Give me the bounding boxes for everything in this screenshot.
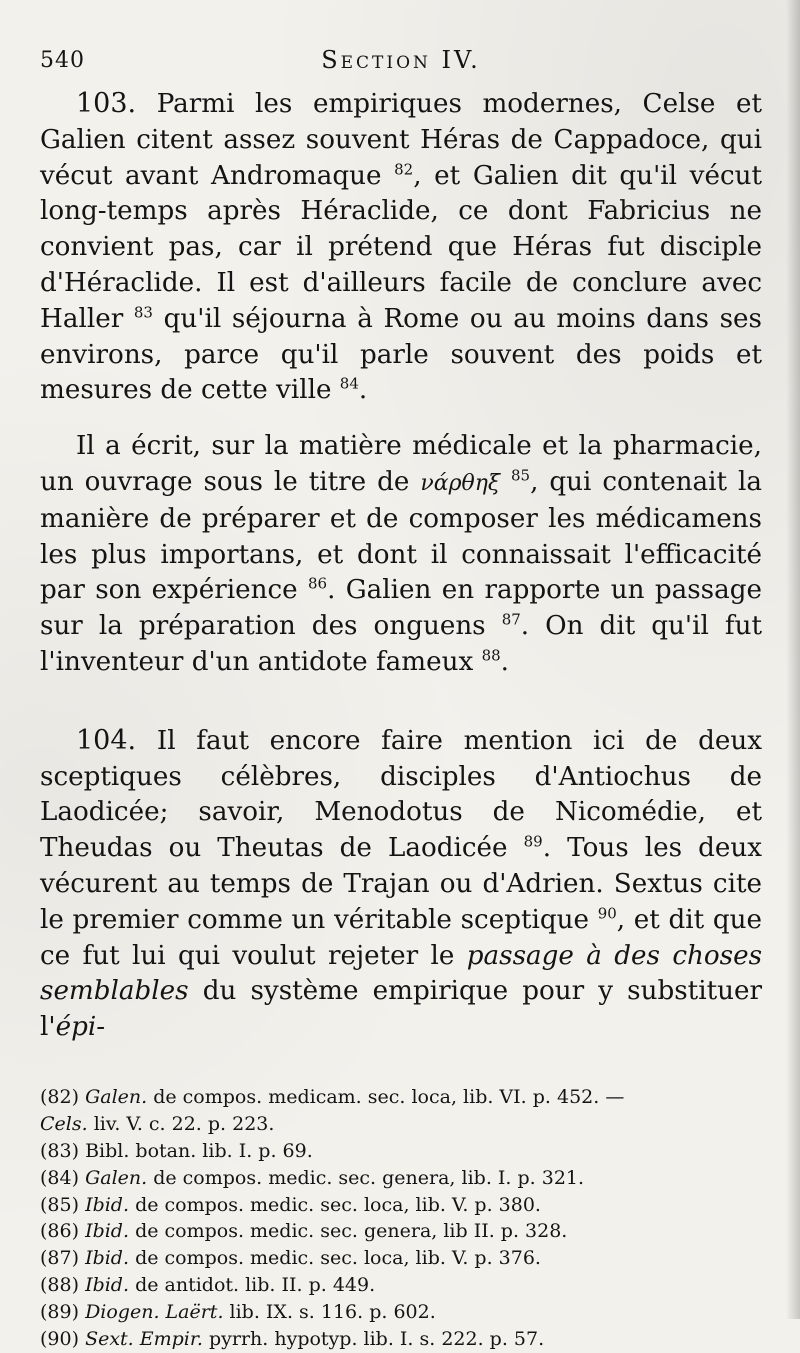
footnote-ref-83[interactable]: 83 <box>133 303 153 322</box>
footnote-key: (84) <box>40 1166 80 1189</box>
footnotes <box>40 1084 762 1353</box>
paragraph-104 <box>40 723 762 1046</box>
paragraph-text: du système empirique pour y substituer l' <box>40 976 762 1043</box>
footnote-ref-90[interactable]: 90 <box>597 904 617 922</box>
paragraph-103 <box>40 86 762 409</box>
running-title: Section IV. <box>321 46 481 74</box>
footnote-line <box>40 1138 762 1165</box>
footnote-key: (87) <box>40 1247 80 1270</box>
footnote-key: (86) <box>40 1220 80 1243</box>
paragraph-text: . On dit qu'il fut l'inventeur d'un antidote fameux <box>40 611 762 677</box>
paragraph-number: 104. <box>76 724 137 756</box>
footnote-text: Bibl. botan. lib. I. p. 69. <box>85 1139 313 1162</box>
paragraph-text: . Galien en rapporte un passage sur la préparation des onguens <box>40 575 762 642</box>
page-edge-shadow <box>786 0 800 1319</box>
paragraph-text: Il faut encore faire mention ici de deux sceptiques célèbres, disciples d'Antiochus de Laodicée; savoir, Menodotus de Nicomédie, et Theudas ou Theutas de Laodicée <box>40 725 763 864</box>
footnote-key: (83) <box>40 1139 80 1162</box>
footnote-ref-86[interactable]: 86 <box>307 574 328 593</box>
footnote-line <box>40 1084 762 1111</box>
footnote-author: Diogen. Laërt. <box>85 1301 224 1324</box>
footnote-ref-82[interactable]: 82 <box>394 159 414 178</box>
footnote-text: liv. V. c. 22. p. 223. <box>93 1112 275 1135</box>
footnote-text: pyrrh. hypotyp. lib. I. s. 222. p. 57. <box>208 1328 545 1351</box>
paragraph-text: , qui contenait la manière de préparer et de composer les médicamens les plus importans, et dont il connaissait l'efficacité par son expérience <box>40 466 762 606</box>
footnote-author: Cels. <box>40 1112 88 1135</box>
footnote-line <box>40 1245 762 1272</box>
footnote-key: (90) <box>40 1328 80 1351</box>
footnote-author: Galen. <box>85 1085 148 1108</box>
paragraph-text: Il a écrit, sur la matière médicale et la pharmacie, un ouvrage sous le titre de <box>40 431 762 497</box>
greek-title: νάρθηξ <box>420 470 501 496</box>
page-header <box>40 40 762 86</box>
footnote-text: lib. IX. s. 116. p. 602. <box>229 1301 436 1324</box>
footnote-line <box>40 1111 762 1138</box>
footnote-key: (88) <box>40 1274 80 1297</box>
footnote-ref-85[interactable]: 85 <box>511 466 531 485</box>
footnote-ref-88[interactable]: 88 <box>481 646 501 665</box>
paragraph-text: , et Galien dit qu'il vécut long-temps après Héraclide, ce dont Fabricius ne convient pas, car il prétend que Héras fut disciple d'Héraclide. Il est d'ailleurs facile de conclure avec Haller <box>40 160 763 334</box>
footnote-key: (89) <box>40 1301 80 1324</box>
paragraph-text: qu'il séjourna à Rome ou au moins dans ses environs, parce qu'il parle souvent des poids et mesures de cette ville <box>40 303 762 406</box>
italic-word: épi- <box>55 1012 106 1043</box>
footnote-author: Galen. <box>85 1166 148 1189</box>
footnote-line <box>40 1272 762 1299</box>
paragraph-text: . Tous les deux vécurent au temps de Trajan ou d'Adrien. Sextus cite le premier comme un véritable sceptique <box>40 833 762 935</box>
footnote-key: (82) <box>40 1085 80 1108</box>
footnote-ref-87[interactable]: 87 <box>501 610 521 629</box>
paragraph-text: , et dit que ce fut lui qui voulut rejeter le <box>40 904 762 971</box>
footnote-author: Ibid. <box>85 1193 130 1216</box>
footnote-key: (85) <box>40 1193 80 1216</box>
footnote-line <box>40 1192 762 1219</box>
footnote-line <box>40 1299 762 1326</box>
italic-phrase: passage à des choses semblables <box>40 940 763 1007</box>
paragraph-text: Parmi les empiriques modernes, Celse et Galien citent assez souvent Héras de Cappadoce, qui vécut avant Andromaque <box>40 89 762 191</box>
footnote-text: de compos. medic. sec. genera, lib. I. p. 321. <box>153 1166 585 1189</box>
footnote-text: de compos. medic. sec. genera, lib II. p. 328. <box>135 1220 568 1243</box>
footnote-text: de compos. medic. sec. loca, lib. V. p. 376. <box>135 1247 541 1270</box>
footnote-author: Sext. Empir. <box>85 1328 203 1351</box>
footnote-text: de compos. medic. sec. loca, lib. V. p. 380. <box>135 1193 541 1216</box>
footnote-line <box>40 1218 762 1245</box>
footnote-line <box>40 1326 762 1353</box>
paragraph-text: . <box>358 375 368 406</box>
page-number: 540 <box>40 48 85 73</box>
paragraph-number: 103. <box>76 88 137 119</box>
paragraph-text: . <box>500 646 509 677</box>
body-text <box>40 86 762 1046</box>
footnote-author: Ibid. <box>85 1220 130 1243</box>
footnote-author: Ibid. <box>85 1274 130 1297</box>
footnote-text: de antidot. lib. II. p. 449. <box>135 1274 376 1297</box>
footnote-ref-84[interactable]: 84 <box>339 374 359 393</box>
footnote-author: Ibid. <box>85 1247 130 1270</box>
footnote-ref-89[interactable]: 89 <box>523 832 543 851</box>
footnote-line <box>40 1165 762 1192</box>
paragraph-103-continued <box>40 429 762 681</box>
footnote-text: de compos. medicam. sec. loca, lib. VI. p. 452. — <box>153 1085 625 1108</box>
